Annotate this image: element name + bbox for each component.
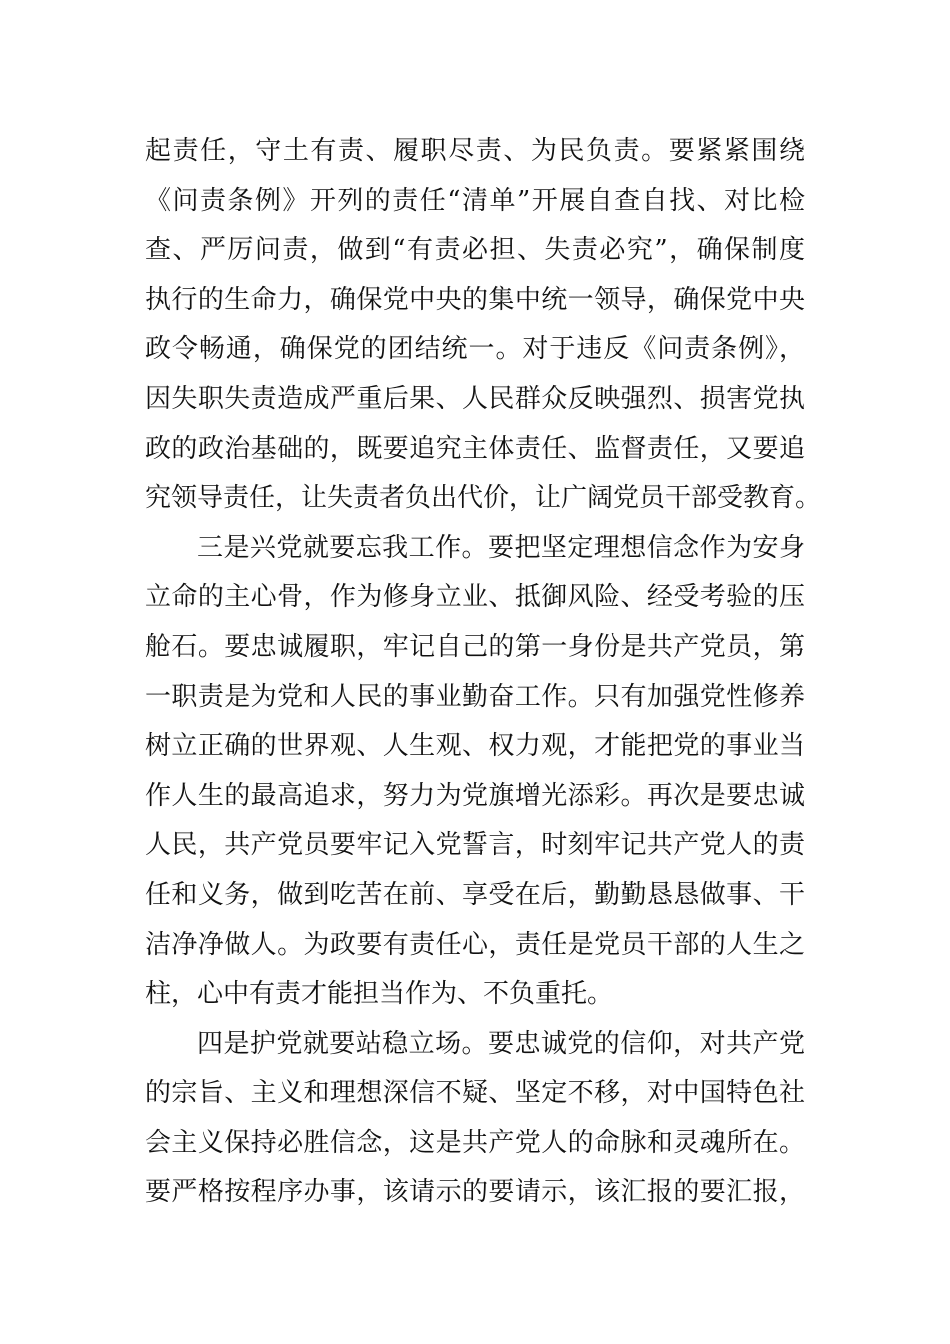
text-line: 树立正确的世界观、人生观、权力观，才能把党的事业当 (145, 731, 805, 762)
text-line: 查、严厉问责，做到“有责必担、失责必究”，确保制度 (145, 235, 805, 266)
paragraph (145, 524, 805, 1020)
text-line: 因失职失责造成严重后果、人民群众反映强烈、损害党执 (145, 383, 805, 414)
text-line: 洁净净做人。为政要有责任心，责任是党员干部的人生之 (145, 929, 805, 960)
text-line: 一职责是为党和人民的事业勤奋工作。只有加强党性修养 (145, 681, 805, 712)
text-line: 立命的主心骨，作为修身立业、抵御风险、经受考验的压 (145, 582, 805, 613)
paragraph (145, 127, 822, 524)
text-line: 柱，心中有责才能担当作为、不负重托。 (145, 979, 614, 1010)
document-body (145, 127, 822, 1218)
text-line: 四是护党就要站稳立场。要忠诚党的信仰，对共产党 (197, 1028, 805, 1059)
text-line: 作人生的最高追求，努力为党旗增光添彩。再次是要忠诚 (145, 780, 805, 811)
text-line: 究领导责任，让失责者负出代价，让广阔党员干部受教育。 (145, 483, 822, 514)
text-line: 舱石。要忠诚履职，牢记自己的第一身份是共产党员，第 (145, 631, 805, 662)
text-line: 《问责条例》开列的责任“清单”开展自查自找、对比检 (145, 185, 805, 216)
text-line: 的宗旨、主义和理想深信不疑、坚定不移，对中国特色社 (145, 1078, 805, 1109)
text-line: 政的政治基础的，既要追究主体责任、监督责任，又要追 (145, 433, 805, 464)
text-line: 执行的生命力，确保党中央的集中统一领导，确保党中央 (145, 284, 805, 315)
text-line: 任和义务，做到吃苦在前、享受在后，勤勤恳恳做事、干 (145, 879, 805, 910)
text-line: 人民，共产党员要牢记入党誓言，时刻牢记共产党人的责 (145, 830, 805, 861)
text-line: 要严格按程序办事，该请示的要请示，该汇报的要汇报， (145, 1177, 805, 1208)
text-line: 三是兴党就要忘我工作。要把坚定理想信念作为安身 (197, 532, 805, 563)
paragraph (145, 1020, 805, 1218)
text-line: 会主义保持必胜信念，这是共产党人的命脉和灵魂所在。 (145, 1127, 805, 1158)
text-line: 起责任，守土有责、履职尽责、为民负责。要紧紧围绕 (145, 136, 805, 166)
text-line: 政令畅通，确保党的团结统一。对于违反《问责条例》， (145, 334, 805, 365)
